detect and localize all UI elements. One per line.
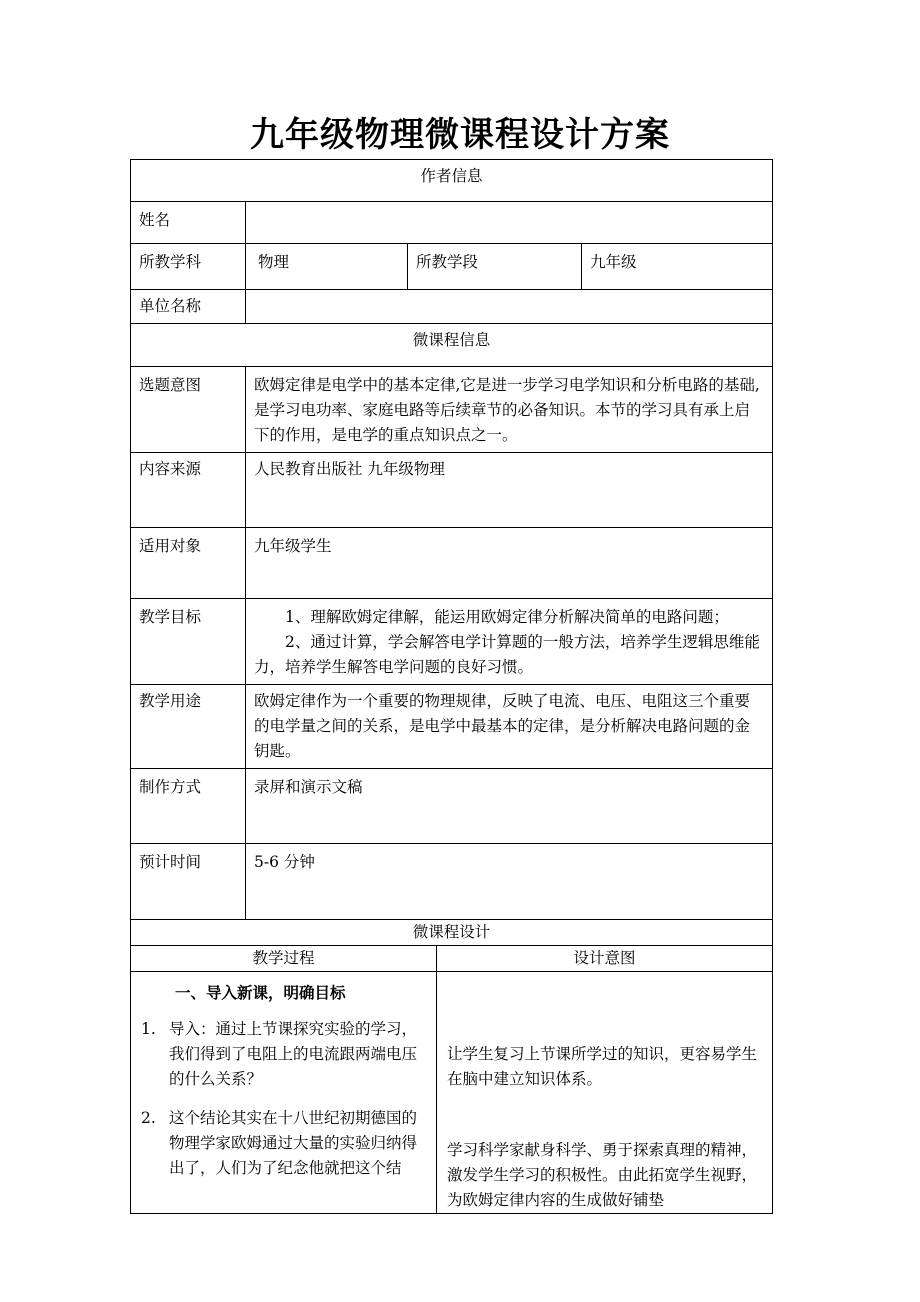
subject-value: 物理 <box>246 244 408 290</box>
list-item <box>139 1017 428 1092</box>
intent-1: 让学生复习上节课所学过的知识，更容易学生在脑中建立知识体系。 <box>447 1045 758 1088</box>
audience-value: 九年级学生 <box>246 528 773 599</box>
step-number: 2. <box>141 1109 156 1127</box>
page-title: 九年级物理微课程设计方案 <box>250 115 670 155</box>
name-label: 姓名 <box>131 202 246 244</box>
design-header: 微课程设计 <box>131 920 773 946</box>
method-label: 制作方式 <box>131 769 246 844</box>
author-info-header: 作者信息 <box>131 160 773 202</box>
unit-label: 单位名称 <box>131 290 246 324</box>
part-1-heading: 一、导入新课，明确目标 <box>175 983 346 1002</box>
intent-cell <box>437 972 773 1214</box>
use-label: 教学用途 <box>131 685 246 769</box>
goals-label: 教学目标 <box>131 599 246 685</box>
goal-1: 1、理解欧姆定律解，能运用欧姆定律分析解决简单的电路问题； <box>285 608 729 626</box>
course-design-table <box>130 159 773 1214</box>
use-value: 欧姆定律作为一个重要的物理规律，反映了电流、电压、电阻这三个重要的电学量之间的关系，是电学中最基本的定律，是分析解决电路问题的金钥匙。 <box>246 685 773 769</box>
goal-2: 2、通过计算，学会解答电学计算题的一般方法，培养学生逻辑思维能力，培养学生解答电学问题的良好习惯。 <box>254 633 760 676</box>
list-item <box>139 1106 428 1181</box>
unit-value <box>246 290 773 324</box>
intent-column-header: 设计意图 <box>437 946 773 972</box>
time-label: 预计时间 <box>131 844 246 920</box>
method-value: 录屏和演示文稿 <box>246 769 773 844</box>
name-value <box>246 202 773 244</box>
step-text: 导入：通过上节课探究实验的学习，我们得到了电阻上的电流跟两端电压的什么关系？ <box>169 1020 418 1088</box>
source-label: 内容来源 <box>131 453 246 528</box>
subject-label: 所教学科 <box>131 244 246 290</box>
course-info-header: 微课程信息 <box>131 324 773 367</box>
time-value: 5-6 分钟 <box>246 844 773 920</box>
process-column-header: 教学过程 <box>131 946 437 972</box>
step-number: 1. <box>141 1020 156 1038</box>
intent-2: 学习科学家献身科学、勇于探索真理的精神，激发学生学习的积极性。由此拓宽学生视野，为欧姆定律内容的生成做好铺垫 <box>447 1141 758 1209</box>
step-text: 这个结论其实在十八世纪初期德国的物理学家欧姆通过大量的实验归纳得出了，人们为了纪念他就把这个结 <box>169 1109 418 1177</box>
steps-list <box>139 1017 428 1181</box>
topic-value: 欧姆定律是电学中的基本定律,它是进一步学习电学知识和分析电路的基础,是学习电功率、家庭电路等后续章节的必备知识。本节的学习具有承上启下的作用，是电学的重点知识点之一。 <box>246 367 773 453</box>
topic-label: 选题意图 <box>131 367 246 453</box>
audience-label: 适用对象 <box>131 528 246 599</box>
source-value: 人民教育出版社 九年级物理 <box>246 453 773 528</box>
grade-value: 九年级 <box>582 244 773 290</box>
grade-label: 所教学段 <box>408 244 582 290</box>
process-cell <box>131 972 437 1214</box>
goals-value <box>246 599 773 685</box>
